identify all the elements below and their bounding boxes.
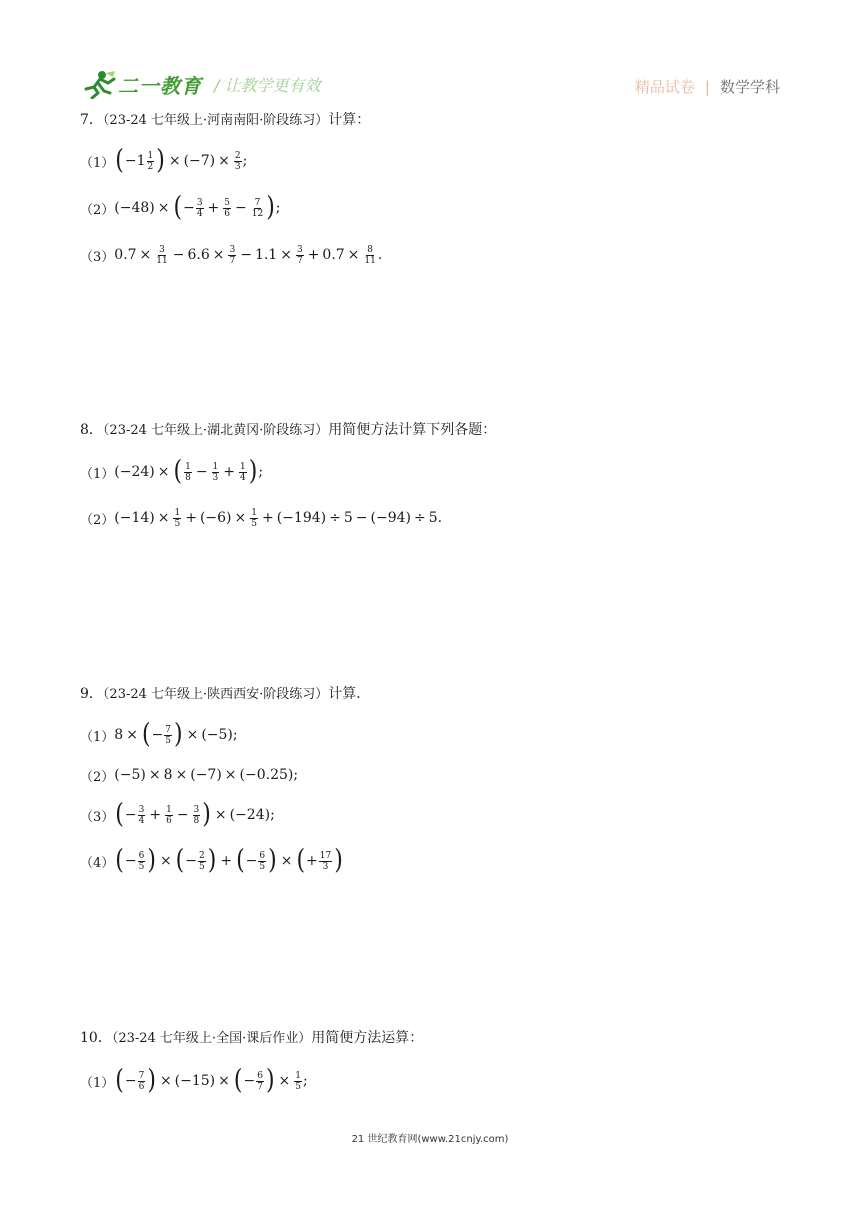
- question-8-item-1: [80, 457, 263, 487]
- question-source: （23-24 七年级上·河南南阳·阶段练习）: [102, 113, 329, 128]
- item-label: （1）: [80, 155, 115, 171]
- math-expression: (−5) × 8 × (−7) × (−0.25);: [114, 767, 299, 783]
- question-source: （23-24 七年级上·湖北黄冈·阶段练习）: [102, 423, 329, 438]
- math-expression: (−14) × $\frac{1}{5}$ + (−6) × $\frac{1}{5}$ + (−194) ÷ 5 − (−94) ÷ 5.: [114, 507, 443, 529]
- item-label: （4）: [80, 855, 115, 871]
- item-label: （3）: [80, 249, 115, 265]
- math-expression: 0.7 × $\frac{3}{11}$ − 6.6 × $\frac{3}{7}$ − 1.1 × $\frac{3}{7}$ + 0.7 × $\frac{8}{11}$ .: [114, 244, 383, 266]
- item-label: （3）: [80, 809, 115, 825]
- header-label-premium: 精品试卷: [634, 78, 695, 96]
- question-7-title: [80, 110, 370, 131]
- item-label: （2）: [80, 202, 115, 218]
- header-label-subject: 数学学科: [719, 78, 780, 96]
- question-7-item-3: [80, 240, 382, 270]
- question-prompt: 计算：: [328, 112, 371, 128]
- question-source: （23-24 七年级上·全国·课后作业）: [111, 1031, 312, 1046]
- question-9-item-1: [80, 720, 238, 750]
- question-source: （23-24 七年级上·陕西西安·阶段练习）: [102, 687, 329, 702]
- question-9-item-2: [80, 762, 298, 788]
- math-expression: ( − 6 5 ) × ( − 2 5 ) + ( − 6 5 ) × ( + 17 3 ): [115, 844, 343, 876]
- math-expression: 8 × ( − 7 5 ) × (−5);: [114, 718, 238, 750]
- item-label: （2）: [80, 769, 115, 785]
- question-prompt: 用简便方法运算：: [311, 1030, 424, 1046]
- page-footer: 21 世纪教育网(www.21cnjy.com): [351, 1134, 509, 1145]
- question-number: 10．: [80, 1030, 112, 1046]
- question-9-item-4: [80, 846, 344, 876]
- question-7-item-2: [80, 193, 281, 223]
- header-logo: [82, 64, 320, 104]
- question-prompt: 用简便方法计算下列各题：: [328, 422, 497, 438]
- math-expression: (−24) × ( 1 8 − $\frac{1}{3}$ + $\frac{1}{4}$ ) ;: [114, 455, 264, 487]
- question-8-item-2: [80, 503, 442, 533]
- question-prompt: 计算．: [328, 686, 371, 702]
- question-10-item-1: [80, 1066, 308, 1096]
- slogan: / 让教学更有效: [214, 75, 321, 95]
- question-7-item-1: [80, 146, 247, 176]
- logo-text: 二一教育: [118, 73, 202, 98]
- question-9-item-3: [80, 800, 275, 830]
- question-number: 8．: [80, 422, 103, 438]
- math-expression: (−48) × ( − 3 4 + $\frac{5}{6}$ − $\frac{7}{12}$ ) ;: [114, 191, 281, 223]
- question-number: 7．: [80, 112, 103, 128]
- math-expression: ( − 7 6 ) × (−15) × ( − 6 7 ) × $\frac{1}{5}$ ;: [115, 1064, 308, 1096]
- math-expression: ( − 3 4 + $\frac{1}{6}$ − $\frac{3}{8}$ ) × (−24);: [115, 798, 275, 830]
- question-9-title: [80, 684, 370, 705]
- item-label: （1）: [80, 729, 115, 745]
- item-label: （1）: [80, 1075, 115, 1091]
- math-expression: ( −1 1 2 ) × (−7) × $\frac{2}{3}$ ;: [115, 144, 248, 176]
- question-8-title: [80, 420, 496, 441]
- question-10-title: [80, 1028, 423, 1049]
- item-label: （2）: [80, 512, 115, 528]
- running-man-icon: [82, 69, 116, 99]
- header-subject: [635, 76, 780, 97]
- header-separator: |: [704, 77, 710, 96]
- item-label: （1）: [80, 466, 115, 482]
- question-number: 9．: [80, 686, 103, 702]
